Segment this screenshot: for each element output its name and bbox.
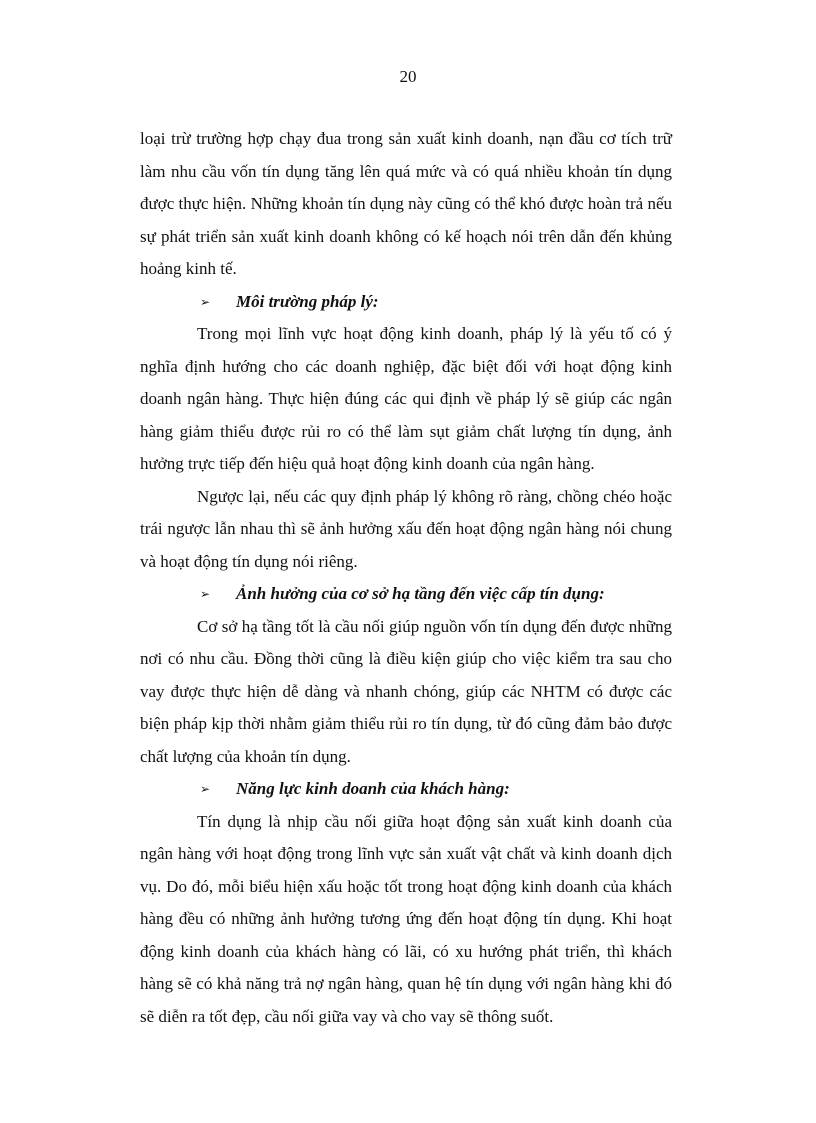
- heading-text: Ảnh hưởng của cơ sở hạ tầng đến việc cấp tín dụng:: [236, 584, 605, 603]
- section-heading-customer-capacity: [140, 773, 672, 806]
- heading-text: Môi trường pháp lý:: [236, 291, 379, 311]
- heading-text: Năng lực kinh doanh của khách hàng:: [236, 779, 510, 798]
- paragraph-legal-1: Trong mọi lĩnh vực hoạt động kinh doanh, pháp lý là yếu tố có ý nghĩa định hướng cho các doanh nghiệp, đặc biệt đối với hoạt động kinh doanh ngân hàng. Thực hiện đúng các qui định về pháp lý sẽ giúp các ngân hàng giảm thiểu được rủi ro có thể làm sụt giảm chất lượng tín dụng, ảnh hưởng trực tiếp đến hiệu quả hoạt động kinh doanh của ngân hàng.: [140, 324, 672, 473]
- paragraph-intro-continuation: loại trừ trường hợp chạy đua trong sản xuất kinh doanh, nạn đầu cơ tích trữ làm nhu cầu vốn tín dụng tăng lên quá mức và có quá nhiều khoản tín dụng được thực hiện. Những khoản tín dụng này cũng có thể khó được hoàn trả nếu sự phát triển sản xuất kinh doanh không có kế hoạch nói trên dẫn đến khủng hoảng kinh tế.: [140, 129, 672, 278]
- paragraph-infrastructure: Cơ sở hạ tầng tốt là cầu nối giúp nguồn vốn tín dụng đến được những nơi có nhu cầu. Đồng thời cũng là điều kiện giúp cho việc kiểm tra sau cho vay được thực hiện dễ dàng và nhanh chóng, giúp các NHTM có được các biện pháp kịp thời nhằm giảm thiểu rủi ro tín dụng, từ đó cũng đảm bảo được chất lượng của khoản tín dụng.: [140, 616, 672, 766]
- page-number: 20: [399, 67, 417, 86]
- arrow-bullet-icon: ➢: [200, 587, 211, 601]
- arrow-bullet-icon: ➢: [200, 782, 211, 796]
- paragraph-legal-2: Ngược lại, nếu các quy định pháp lý không rõ ràng, chồng chéo hoặc trái ngược lẫn nhau thì sẽ ảnh hưởng xấu đến hoạt động ngân hàng nói chung và hoạt động tín dụng nói riêng.: [140, 486, 672, 571]
- section-heading-infrastructure: [140, 578, 672, 611]
- section-heading-legal-environment: [140, 286, 672, 319]
- paragraph-customer-capacity: Tín dụng là nhịp cầu nối giữa hoạt động sản xuất kinh doanh của ngân hàng với hoạt động trong lĩnh vực sản xuất vật chất và kinh doanh dịch vụ. Do đó, mỗi biểu hiện xấu hoặc tốt trong hoạt động kinh doanh của khách hàng đều có những ảnh hưởng tương ứng đến hoạt động tín dụng. Khi hoạt động kinh doanh của khách hàng có lãi, có xu hướng phát triển, thì khách hàng sẽ có khả năng trả nợ ngân hàng, quan hệ tín dụng với ngân hàng khi đó sẽ diễn ra tốt đẹp, cầu nối giữa vay và cho vay sẽ thông suốt.: [140, 811, 672, 1026]
- arrow-bullet-icon: ➢: [200, 294, 211, 309]
- body-text: [140, 123, 672, 1033]
